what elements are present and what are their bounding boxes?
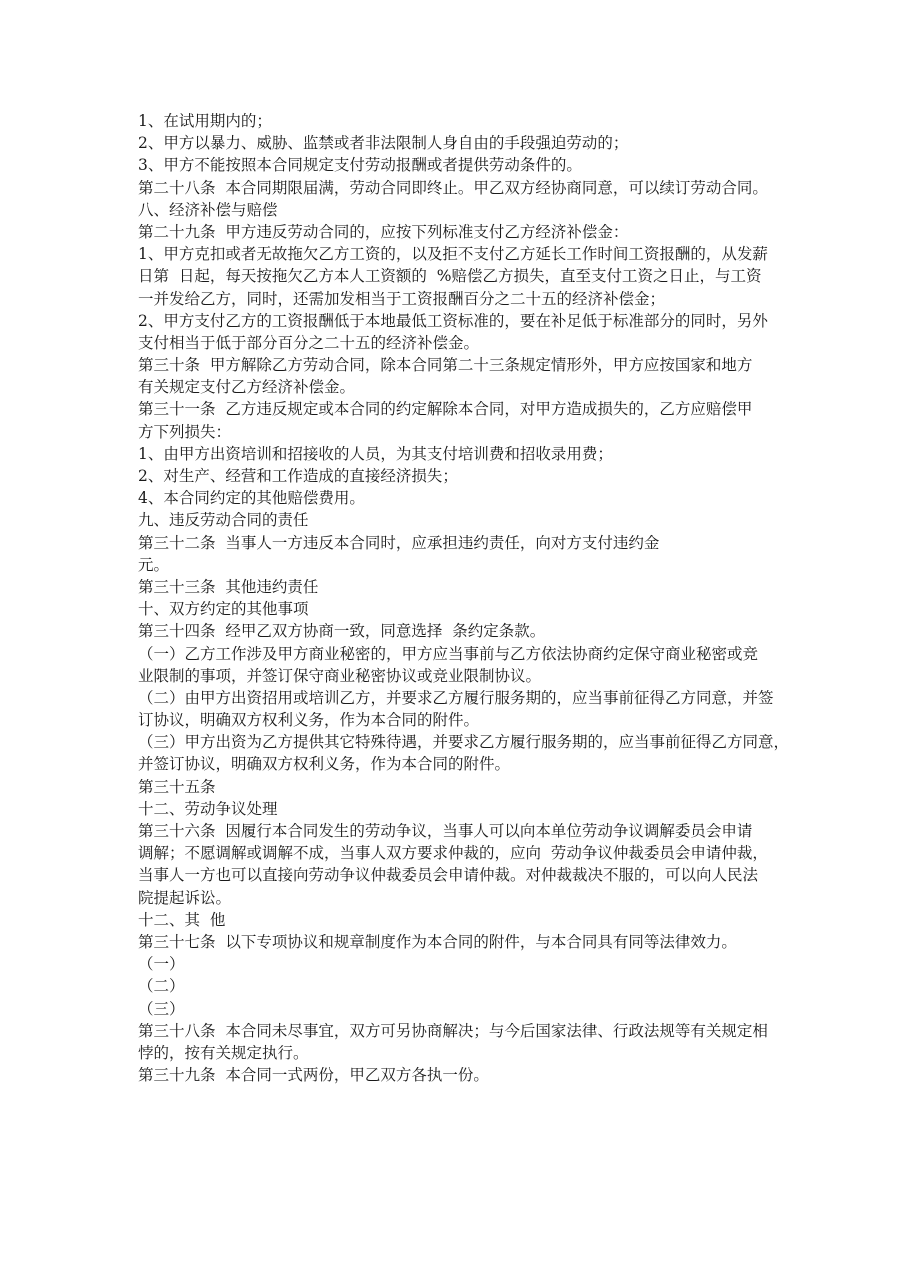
text-line: （三）甲方出资为乙方提供其它特殊待遇，并要求乙方履行服务期的，应当事前征得乙方同意，	[138, 733, 790, 752]
text-line: 方下列损失：	[138, 422, 232, 441]
text-line: 订协议，明确双方权利义务，作为本合同的附件。	[138, 711, 480, 730]
text-line: 第三十六条 因履行本合同发生的劳动争议，当事人可以向本单位劳动争议调解委员会申请	[138, 822, 753, 840]
text-line: （一）	[138, 955, 185, 974]
text-line: 调解；不愿调解或调解不成，当事人双方要求仲裁的，应向 劳动争议仲裁委员会申请仲裁，	[138, 844, 768, 863]
text-line: （二）	[138, 977, 185, 996]
text-line: 第二十九条 甲方违反劳动合同的，应按下列标准支付乙方经济补偿金：	[138, 222, 629, 241]
text-line: 2、甲方以暴力、威胁、监禁或者非法限制人身自由的手段强迫劳动的；	[138, 134, 629, 153]
text-line: 业限制的事项，并签订保守商业秘密协议或竞业限制协议。	[138, 666, 542, 685]
text-line: 日第 日起，每天按拖欠乙方本人工资额的 %赔偿乙方损失，直至支付工资之日止，与工资	[138, 267, 762, 286]
text-line: 1、由甲方出资培训和招接收的人员，为其支付培训费和招收录用费；	[138, 444, 613, 463]
section-heading: 九、违反劳动合同的责任	[138, 511, 309, 530]
section-heading: 十二、劳动争议处理	[138, 799, 278, 818]
text-line: 2、甲方支付乙方的工资报酬低于本地最低工资标准的，要在补足低于标准部分的同时，另外	[138, 311, 768, 330]
text-line: 3、甲方不能按照本合同规定支付劳动报酬或者提供劳动条件的。	[138, 156, 582, 175]
text-line: 元。	[138, 555, 170, 574]
text-line: 第三十五条	[138, 777, 216, 796]
text-line: 一并发给乙方，同时，还需加发相当于工资报酬百分之二十五的经济补偿金；	[138, 289, 666, 308]
document-body	[138, 110, 790, 1086]
text-line: 第二十八条 本合同期限届满，劳动合同即终止。甲乙双方经协商同意，可以续订劳动合同。	[138, 178, 768, 197]
section-heading: 八、经济补偿与赔偿	[138, 200, 278, 219]
text-line: 支付相当于低于部分百分之二十五的经济补偿金。	[138, 333, 480, 352]
text-line: 并签订协议，明确双方权利义务，作为本合同的附件。	[138, 755, 511, 774]
text-line: 第三十二条 当事人一方违反本合同时，应承担违约责任，向对方支付违约金	[138, 533, 660, 552]
text-line: 第三十条 甲方解除乙方劳动合同，除本合同第二十三条规定情形外，甲方应按国家和地方	[138, 356, 753, 375]
text-line: （一）乙方工作涉及甲方商业秘密的，甲方应当事前与乙方依法协商约定保守商业秘密或竞	[138, 644, 759, 663]
section-heading: 十二、其 他	[138, 910, 226, 929]
text-line: 1、在试用期内的；	[138, 112, 272, 130]
text-line: （三）	[138, 999, 185, 1018]
text-line: 第三十九条 本合同一式两份，甲乙双方各执一份。	[138, 1066, 489, 1085]
text-line: 第三十七条 以下专项协议和规章制度作为本合同的附件，与本合同具有同等法律效力。	[138, 932, 737, 951]
text-line: （二）由甲方出资招用或培训乙方，并要求乙方履行服务期的，应当事前征得乙方同意，并签	[138, 688, 774, 707]
text-line: 1、甲方克扣或者无故拖欠乙方工资的，以及拒不支付乙方延长工作时间工资报酬的，从发薪	[138, 245, 768, 264]
section-heading: 十、双方约定的其他事项	[138, 600, 309, 619]
text-line: 悖的，按有关规定执行。	[138, 1043, 309, 1062]
text-line: 第三十八条 本合同未尽事宜，双方可另协商解决；与今后国家法律、行政法规等有关规定相	[138, 1021, 768, 1040]
text-line: 有关规定支付乙方经济补偿金。	[138, 378, 356, 397]
text-line: 第三十三条 其他违约责任	[138, 577, 319, 596]
text-line: 第三十一条 乙方违反规定或本合同的约定解除本合同，对甲方造成损失的，乙方应赔偿甲	[138, 400, 753, 419]
text-line: 第三十四条 经甲乙双方协商一致，同意选择 条约定条款。	[138, 622, 546, 641]
text-line: 院提起诉讼。	[138, 888, 232, 907]
text-line: 4、本合同约定的其他赔偿费用。	[138, 489, 365, 508]
text-line: 2、对生产、经营和工作造成的直接经济损失；	[138, 467, 458, 485]
text-line: 当事人一方也可以直接向劳动争议仲裁委员会申请仲裁。对仲裁裁决不服的，可以向人民法	[138, 866, 759, 885]
